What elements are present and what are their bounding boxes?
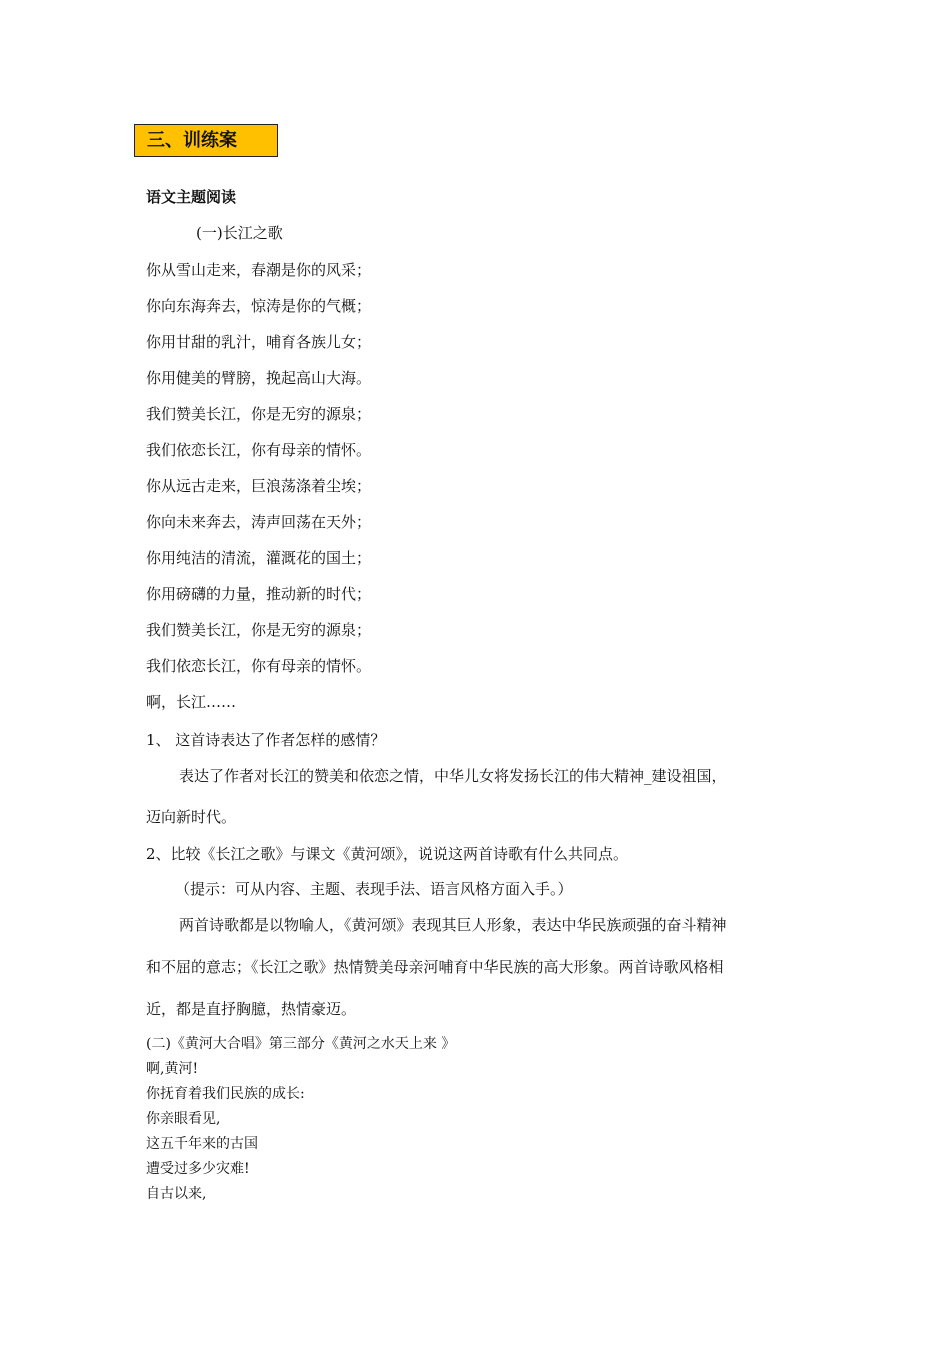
poem1-line: 你用甘甜的乳汁，哺育各族儿女； [146,333,372,351]
poem2-line: 啊,黄河! [146,1061,199,1077]
poem1-line: 你向东海奔去，惊涛是你的气概； [146,297,372,315]
poem1-line: 你用磅礴的力量，推动新的时代； [146,585,372,603]
poem2-line: 你抚育着我们民族的成长: [146,1086,305,1102]
poem1-title: (一)长江之歌 [196,224,283,242]
section-title: 三、训练案 [134,124,278,157]
poem2-line: 自古以来, [146,1186,207,1202]
answer-2-line: 两首诗歌都是以物喻人，《黄河颂》表现其巨人形象，表达中华民族顽强的奋斗精神 [179,916,727,934]
poem1-line: 我们赞美长江，你是无穷的源泉； [146,405,372,423]
answer-1-line: 迈向新时代。 [146,808,237,826]
poem1-line: 我们依恋长江，你有母亲的情怀。 [146,441,372,459]
poem1-line: 你用纯洁的清流，灌溉花的国土； [146,549,372,567]
poem1-line: 你用健美的臂膀，挽起高山大海。 [146,369,372,387]
poem1-line: 我们赞美长江，你是无穷的源泉； [146,621,372,639]
poem2-line: 你亲眼看见, [146,1111,221,1127]
answer-1-line: 表达了作者对长江的赞美和依恋之情，中华儿女将发扬长江的伟大精神_建设祖国， [179,767,727,785]
poem1-line: 你从远古走来，巨浪荡涤着尘埃； [146,477,372,495]
question-2: 2、比较《长江之歌》与课文《黄河颂》，说说这两首诗歌有什么共同点。 [146,845,629,863]
reading-heading: 语文主题阅读 [146,188,237,206]
poem1-line: 你从雪山走来，春潮是你的风采； [146,261,372,279]
answer-2-line: 和不屈的意志；《长江之歌》热情赞美母亲河哺育中华民族的高大形象。两首诗歌风格相 [146,958,724,976]
poem1-line: 啊，长江…… [146,693,237,711]
poem1-line: 你向未来奔去，涛声回荡在天外； [146,513,372,531]
poem2-title: (二)《黄河大合唱》第三部分《黄河之水天上来 》 [146,1036,456,1052]
answer-2-line: 近，都是直抒胸臆，热情豪迈。 [146,1000,357,1018]
hint: （提示：可从内容、主题、表现手法、语言风格方面入手。） [175,880,573,898]
poem2-line: 遭受过多少灾难! [146,1161,250,1177]
question-1: 1、 这首诗表达了作者怎样的感情？ [146,731,386,749]
poem1-line: 我们依恋长江，你有母亲的情怀。 [146,657,372,675]
poem2-line: 这五千年来的古国 [146,1136,258,1152]
